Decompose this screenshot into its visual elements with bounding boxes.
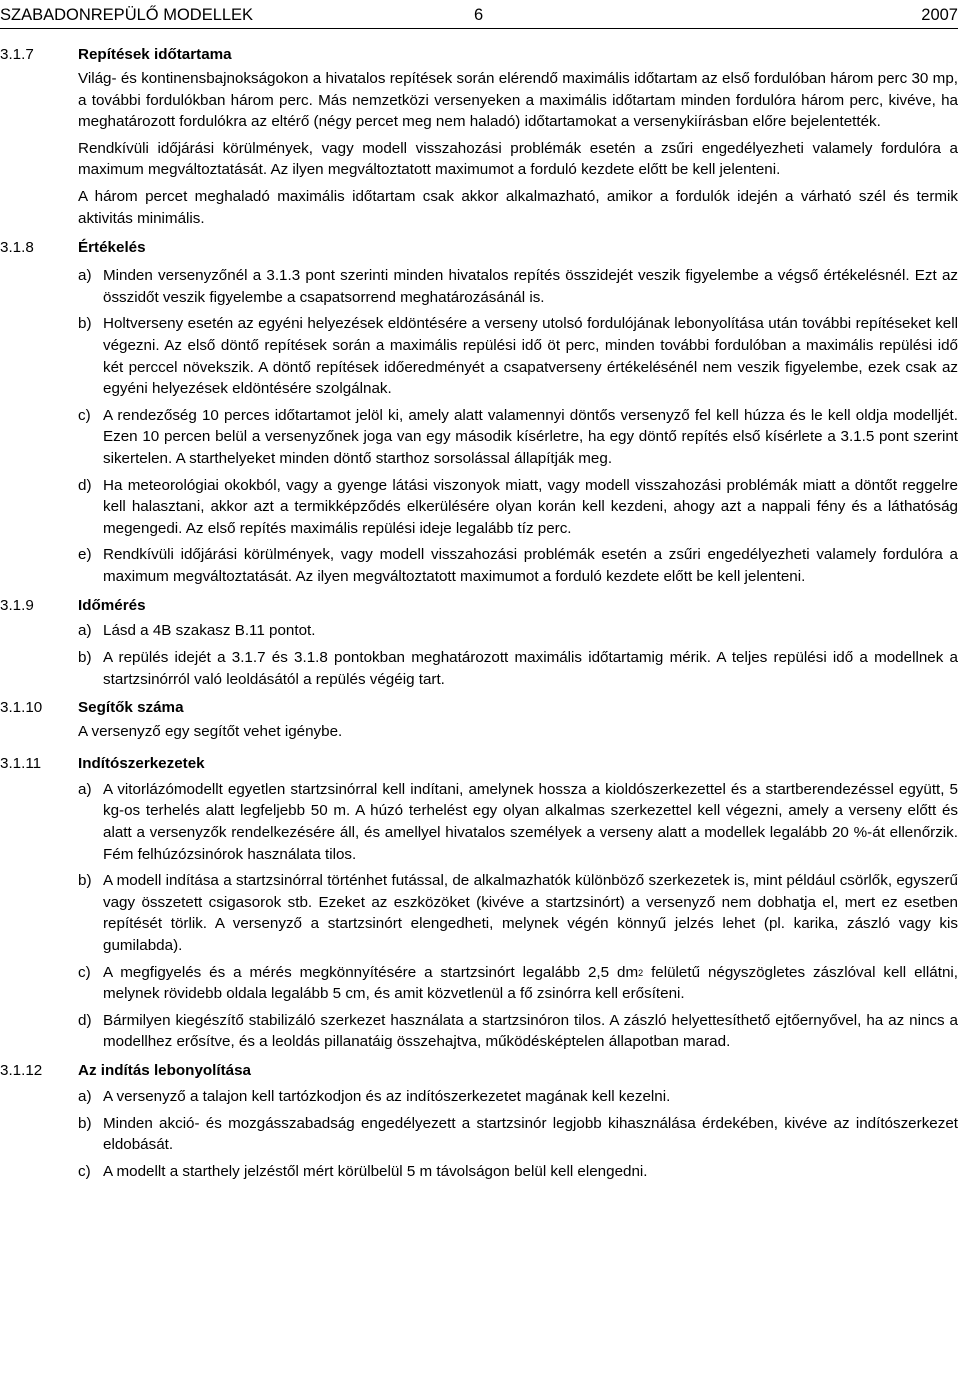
list-item [78,1010,958,1053]
section-3-1-12 [0,1058,958,1182]
page-header [0,2,958,29]
section-number: 3.1.12 [0,1062,43,1080]
header-title: SZABADONREPÜLŐ MODELLEK [0,6,254,24]
item-label: a) [78,780,92,798]
paragraph: Rendkívüli időjárási körülmények, vagy modell visszahozási problémák esetén a zsűri engedélyezheti valamely fordulóra a maximum megváltoztatását. Az ilyen megváltoztatott maximumot a forduló kezdete előtt be kell jelenteni. [78,139,958,179]
item-label: e) [78,546,92,564]
list-item [78,647,958,690]
paragraph: A három percet meghaladó maximális időtartam csak akkor alkalmazható, amikor a fordulók idején a várható szél és termik aktivitás minimális. [78,187,958,227]
section-3-1-11 [0,751,958,1053]
section-number: 3.1.7 [0,46,34,64]
item-text-part: felületű négyszögletes zászlóval kell ellátni, melynek rövidebb oldala legalább 5 cm, és amit közvetlenül a fő zsinórra kell erősíteni. [103,963,958,1003]
document-body [0,42,958,1187]
item-label: d) [78,1011,92,1029]
item-label: b) [78,649,92,667]
section-3-1-7 [0,42,958,229]
list-item [78,313,958,399]
section-3-1-10 [0,695,958,743]
item-label: a) [78,267,92,285]
section-heading [0,751,958,777]
list-item [78,1113,958,1156]
section-3-1-9 [0,592,958,690]
item-text: A modell indítása a startzsinórral történhet futással, de alkalmazhatók különböző szerkezetek is, mint például csörlők, egyszerű vagy összetett csigasorok stb. Ezeket az eszközöket (kivéve a startzsinórt) a versenyző nem dobhatja el, mert ez esetben repítését törlik. A versenyző a startzsinórt elengedheti, melynek végén könnyű jelzés lehet (pl. karika, zászló vagy kis gumilabda). [103,872,958,954]
list-item [78,475,958,540]
item-text: Holtverseny esetén az egyéni helyezések eldöntésére a verseny utolsó fordulójának lebonyolítása után további repítéseket kell végezni. Az első döntő repítések során a maximális repülési idő öt perc, minden további fordulóban a maximális repülési idő két perccel növekszik. A döntő repítések időeredményét a csapatverseny értékelésénél nem veszik figyelembe, ezek csak az egyéni helyezések eldöntésére szolgálnak. [103,315,958,398]
list-item [78,544,958,587]
superscript: 2 [638,967,644,978]
section-number: 3.1.11 [0,755,42,773]
item-text: A repülés idejét a 3.1.7 és 3.1.8 pontokban meghatározott maximális időtartamig mérik. A teljes repülési idő a modellnek a startzsinórról való leoldásától a repülés végéig tart. [103,649,958,688]
section-number: 3.1.10 [0,699,43,717]
list-item [78,620,958,642]
item-text: Bármilyen kiegészítő stabilizáló szerkezet használata a startzsinóron tilos. A zászló helyettesíthető ejtőernyővel, ha az nincs a modellhez erősítve, és a leoldás pillanatáig összehajtva, működésképtelen állapotban marad. [103,1011,958,1051]
section-3-1-8 [0,235,958,587]
list-item [78,1086,958,1108]
section-title: Repítések időtartama [78,46,232,64]
list-item [78,870,958,956]
item-label: b) [78,872,92,890]
item-text: Minden akció- és mozgásszabadság engedélyezett a startzsinór legjobb kihasználása érdekében, kivéve az indítószerkezet eldobását. [103,1114,958,1154]
list-item [78,962,958,1005]
header-year: 2007 [921,6,958,24]
item-label: a) [78,1087,92,1105]
item-text: A modellt a starthely jelzéstől mért körülbelül 5 m távolságon belül kell elengedni. [103,1162,648,1180]
section-title: Időmérés [78,596,146,614]
list-item [78,405,958,470]
item-text: Rendkívüli időjárási körülmények, vagy modell visszahozási problémák esetén a zsűri engedélyezheti valamely fordulóra a maximum megváltoztatását. Az ilyen megváltoztatott maximumot a forduló kezdete előtt be kell jelenteni. [103,546,958,585]
item-label: c) [78,963,91,981]
item-label: d) [78,476,92,494]
list-item [78,265,958,308]
item-label: a) [78,622,92,640]
section-heading [0,695,958,721]
list-item [78,1161,958,1183]
section-number: 3.1.9 [0,596,34,614]
section-heading [0,42,958,68]
page-number: 6 [474,6,484,24]
section-heading [0,1058,958,1084]
item-text: A rendezőség 10 perces időtartamot jelöl ki, amely alatt valamennyi döntős versenyző fel kell húzza és le kell oldja modelljét. Ezen 10 percen belül a versenyzőnek joga van egy második kísérletre, ha egy döntő repítés első kísérlete a 3.1.5 pont szerint sikertelen. A starthelyeket minden döntő starthoz sorsolással állapítják meg. [103,406,958,467]
item-text: Ha meteorológiai okokból, vagy a gyenge látási viszonyok miatt, vagy modell visszahozási problémák miatt a döntőt reggelre kell halasztani, akkor azt a termikképződés elkerülésére olyan korán kell kezdeni, ahogy azt a nappali fény és a láthatóság megengedi. Az első repítés maximális repülési ideje legalább tíz perc. [103,476,958,537]
item-label: c) [78,1162,91,1180]
section-title: Értékelés [78,239,146,257]
item-label: b) [78,1114,92,1132]
item-label: c) [78,406,91,424]
item-text-part: A megfigyelés és a mérés megkönnyítésére a startzsinórt legalább 2,5 dm [103,963,639,981]
section-title: Indítószerkezetek [78,755,205,773]
item-text: A versenyző a talajon kell tartózkodjon és az indítószerkezetet magának kell kezelni. [103,1087,671,1105]
section-heading [0,235,958,261]
item-text: Minden versenyzőnél a 3.1.3 pont szerinti minden hivatalos repítés összidejét veszik figyelembe a végső értékelésnél. Ezt az összidőt veszik figyelembe a csapatsorrend meghatározásánál is. [103,267,958,306]
item-text: A vitorlázómodellt egyetlen startzsinórral kell indítani, amelynek hossza a kioldószerkezettel és a startberendezéssel együtt, 5 kg-os terhelés alatt legfeljebb 50 m. A húzó terhelést egy olyan alkalmas szerkezettel kell végezni, amely a verseny előtt és alatt a versenyzők rendelkezésére áll, és amellyel hivatalos személyek a verseny alatt a modellek legalább 20 %-át ellenőrzik. Fém felhúzózsinórok használata tilos. [103,780,958,863]
section-number: 3.1.8 [0,239,34,257]
section-title: Az indítás lebonyolítása [78,1062,252,1080]
section-title: Segítők száma [78,699,184,717]
paragraph: Világ- és kontinensbajnokságokon a hivatalos repítések során elérendő maximális időtartam az első fordulóban három perc 30 mp, a további fordulókban három perc. Más nemzetközi versenyeken a maximális időtartam minden fordulóra három perc, kivéve, ha meghatározott fordulókra az eltérő (négy percet meg nem haladó) időtartamokat a versenykiírásban előre bejelentették. [78,70,958,131]
item-label: b) [78,315,92,333]
item-text [103,962,958,1005]
section-heading [0,592,958,618]
paragraph: A versenyző egy segítőt vehet igénybe. [78,723,343,741]
list-item [78,779,958,865]
item-text: Lásd a 4B szakasz B.11 pontot. [103,622,316,640]
